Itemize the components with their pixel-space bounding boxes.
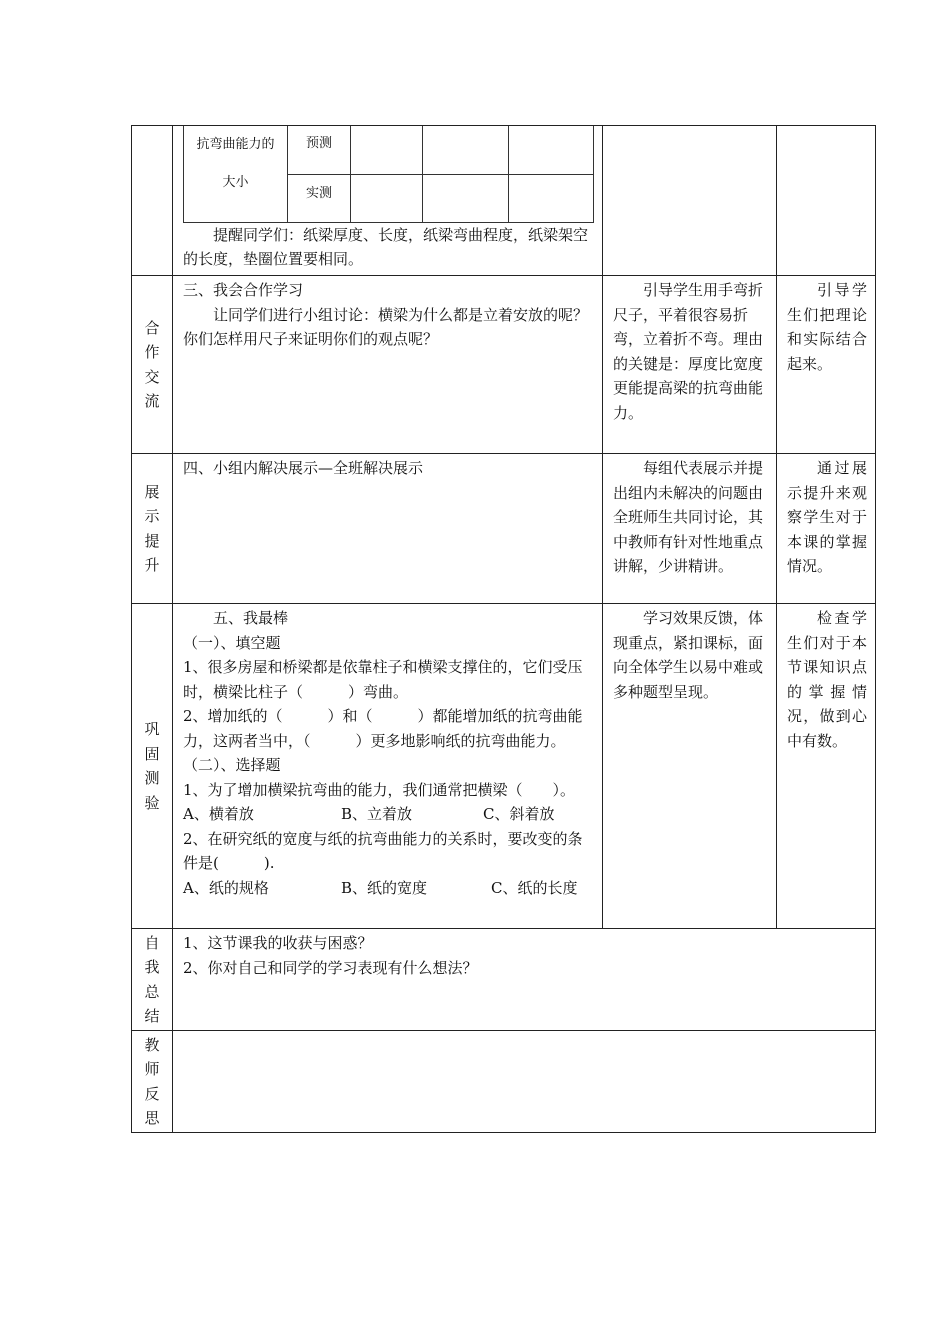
cooperate-title: 三、我会合作学习 bbox=[183, 281, 304, 299]
experiment-row bbox=[132, 126, 876, 276]
showcase-row bbox=[132, 454, 876, 604]
ability-header-cell bbox=[184, 126, 288, 222]
actual-label: 实测 bbox=[288, 174, 351, 222]
empty-guide-cell bbox=[603, 126, 777, 276]
choice-q2: 2、在研究纸的宽度与纸的抗弯曲能力的关系时，要改变的条件是( ). bbox=[183, 829, 583, 872]
showcase-content-cell bbox=[173, 454, 603, 604]
summary-label-cell bbox=[132, 929, 173, 1031]
cooperate-body: 让同学们进行小组讨论：横梁为什么都是立着安放的呢？你们怎样用尺子来证明你们的观点呢？ bbox=[183, 305, 589, 348]
ability-header-line2: 大小 bbox=[222, 175, 249, 190]
empty-label-cell bbox=[132, 126, 173, 276]
actual-cell-2[interactable] bbox=[423, 174, 509, 222]
cooperate-label: 合作交流 bbox=[144, 318, 160, 410]
cooperate-intent-cell bbox=[777, 276, 876, 454]
choice-q1-options bbox=[183, 802, 594, 827]
lesson-plan-table bbox=[131, 125, 876, 1133]
showcase-guide: 每组代表展示并提出组内未解决的问题由全班师生共同讨论，其中教师有针对性地重点讲解，少讲精讲。 bbox=[613, 459, 764, 575]
actual-cell-1[interactable] bbox=[351, 174, 423, 222]
choice-q2-option-c: C、纸的长度 bbox=[491, 878, 578, 897]
cooperate-content-cell bbox=[173, 276, 603, 454]
summary-label: 自我总结 bbox=[144, 933, 160, 1025]
choice-q1-option-c: C、斜着放 bbox=[483, 805, 555, 823]
prediction-table bbox=[183, 126, 594, 223]
summary-q2: 2、你对自己和同学的学习表现有什么想法？ bbox=[183, 958, 478, 977]
choice-q1-option-b: B、立着放 bbox=[341, 805, 413, 823]
reflection-content-cell[interactable] bbox=[173, 1031, 876, 1133]
predict-cell-1[interactable] bbox=[351, 126, 423, 174]
cooperate-intent: 引导学生们把理论和实际结合起来。 bbox=[787, 281, 867, 373]
predict-cell-3[interactable] bbox=[509, 126, 594, 174]
empty-intent-cell bbox=[777, 126, 876, 276]
showcase-guide-cell bbox=[603, 454, 777, 604]
ability-header-line1: 抗弯曲能力的 bbox=[196, 137, 275, 152]
showcase-title: 四、小组内解决展示—全班解决展示 bbox=[183, 459, 424, 477]
cooperate-row bbox=[132, 276, 876, 454]
cooperate-guide-cell bbox=[603, 276, 777, 454]
consolidate-intent: 检查学生们对于本节课知识点的掌握情况，做到心中有数。 bbox=[787, 609, 867, 750]
consolidate-guide-cell bbox=[603, 604, 777, 929]
consolidate-intent-cell bbox=[777, 604, 876, 929]
reminder-text: 提醒同学们：纸梁厚度、长度，纸梁弯曲程度，纸梁架空的长度，垫圈位置要相同。 bbox=[183, 225, 589, 268]
reflection-row bbox=[132, 1031, 876, 1133]
actual-cell-3[interactable] bbox=[509, 174, 594, 222]
fill-blank-heading: （一）、填空题 bbox=[183, 633, 281, 652]
experiment-content-cell bbox=[173, 126, 603, 276]
predict-cell-2[interactable] bbox=[423, 126, 509, 174]
consolidate-title: 五、我最棒 bbox=[213, 609, 289, 627]
summary-q1: 1、这节课我的收获与困惑？ bbox=[183, 934, 373, 952]
choice-q2-option-b: B、纸的宽度 bbox=[341, 878, 428, 897]
fill-blank-q1: 1、很多房屋和桥梁都是依靠柱子和横梁支撑住的，它们受压时，横梁比柱子（ ）弯曲。 bbox=[183, 658, 583, 701]
consolidate-content-cell bbox=[173, 604, 603, 929]
fill-blank-q2: 2、增加纸的（ ）和（ ）都能增加纸的抗弯曲能力，这两者当中，（ ）更多地影响纸的抗弯曲能力。 bbox=[183, 707, 583, 750]
choice-q2-option-a: A、纸的规格 bbox=[183, 878, 269, 897]
choice-q2-options bbox=[183, 876, 594, 901]
predict-label: 预测 bbox=[288, 126, 351, 174]
showcase-label: 展示提升 bbox=[144, 482, 160, 574]
summary-row bbox=[132, 929, 876, 1031]
showcase-label-cell bbox=[132, 454, 173, 604]
consolidate-label: 巩固测验 bbox=[144, 720, 160, 812]
reflection-label-cell bbox=[132, 1031, 173, 1133]
cooperate-guide: 引导学生用手弯折尺子，平着很容易折弯，立着折不弯。理由的关键是：厚度比宽度更能提高梁的抗弯曲能力。 bbox=[613, 281, 764, 422]
reflection-label: 教师反思 bbox=[144, 1035, 160, 1127]
showcase-intent: 通过展示提升来观察学生对于本课的掌握情况。 bbox=[787, 459, 867, 575]
choice-q1: 1、为了增加横梁抗弯曲的能力，我们通常把横梁（ ）。 bbox=[183, 780, 576, 799]
choice-q1-option-a: A、横着放 bbox=[183, 805, 254, 823]
consolidate-label-cell bbox=[132, 604, 173, 929]
summary-content-cell bbox=[173, 929, 876, 1031]
showcase-intent-cell bbox=[777, 454, 876, 604]
consolidate-row bbox=[132, 604, 876, 929]
cooperate-label-cell bbox=[132, 276, 173, 454]
choice-heading: （二）、选择题 bbox=[183, 756, 281, 774]
consolidate-guide: 学习效果反馈，体现重点，紧扣课标，面向全体学生以易中难或多种题型呈现。 bbox=[613, 609, 764, 701]
